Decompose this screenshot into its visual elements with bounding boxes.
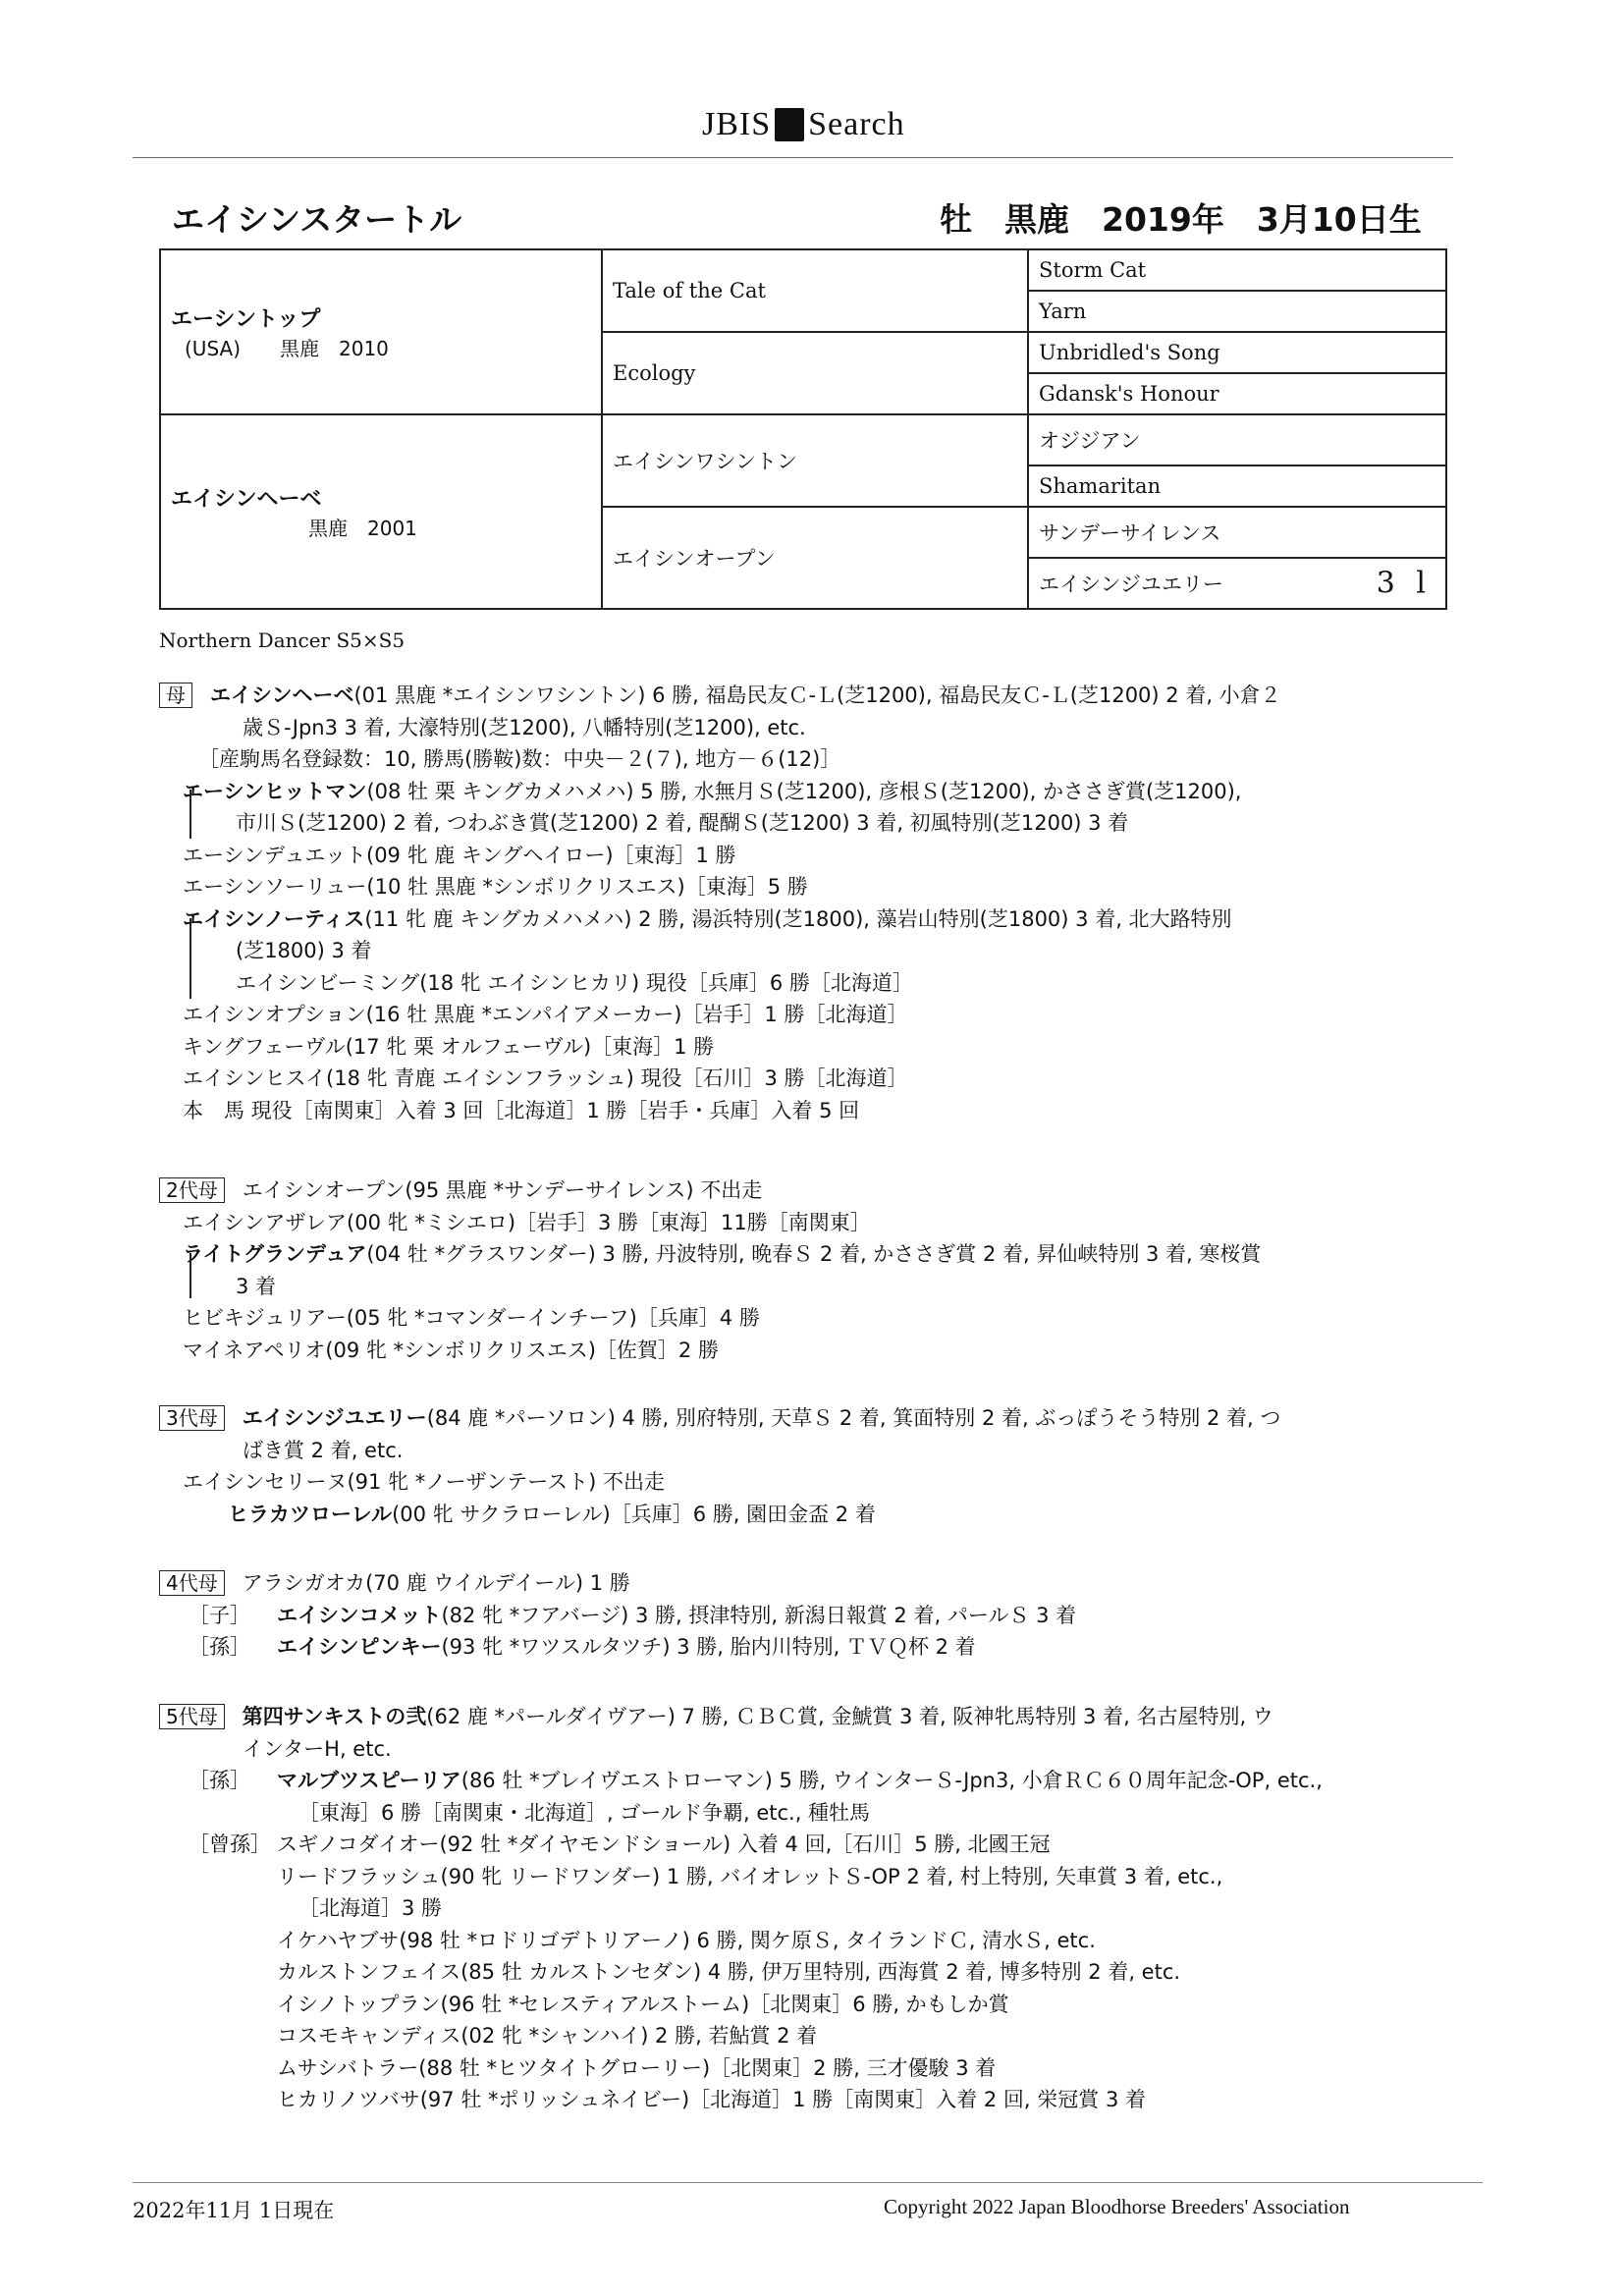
section-tag: 5代母 [159, 1704, 225, 1729]
list-item: キングフェーヴル(17 牝 栗 オルフェーヴル)［東海］1 勝 [183, 1034, 715, 1059]
horse-record: アラシガオカ(70 鹿 ウイルデイール) 1 勝 [242, 1571, 630, 1595]
section-dam [159, 680, 1455, 1126]
list-item: エイシンアザレア(00 牝 *ミシエロ)［岩手］3 勝［東海］11勝［南関東］ [183, 1210, 871, 1234]
list-item: ［産駒馬名登録数：10, 勝馬(勝鞍)数：中央－２(７), 地方－６(12)］ [198, 747, 841, 771]
horse-record: (93 牝 *ワツスルタツチ) 3 勝, 胎内川特別, ＴＶＱ杯 2 着 [441, 1635, 976, 1659]
list-item: マイネアペリオ(09 牝 *シンボリクリスエス)［佐賀］2 勝 [183, 1338, 719, 1362]
pedigree-g3-2: Yarn [1028, 291, 1446, 332]
list-item: カルストンフェイス(85 牡 カルストンセダン) 4 勝, 伊万里特別, 西海賞 2 着, 博多特別 2 着, etc. [277, 1960, 1181, 1984]
list-item [159, 1631, 1455, 1664]
list-item [159, 680, 1455, 712]
pedigree-g3-5: オジジアン [1028, 414, 1446, 465]
list-item: インターH, etc. [243, 1736, 392, 1761]
pedigree-g3-1: Storm Cat [1028, 249, 1446, 291]
logo-text-right: Search [808, 106, 905, 142]
section-fifth-dam [159, 1701, 1455, 2116]
horse-link: エーシンヒットマン [183, 779, 367, 803]
horse-logo-icon [775, 108, 804, 141]
horse-link: エイシンピンキー [277, 1635, 442, 1659]
horse-link: ライトグランデュア [183, 1242, 367, 1266]
pedigree-dam [160, 414, 602, 609]
section-second-dam [159, 1175, 1455, 1366]
list-item: エイシンビーミング(18 牝 エイシンヒカリ) 現役［兵庫］6 勝［北海道］ [236, 970, 913, 995]
list-item [159, 1238, 1455, 1271]
list-item: エイシンオプション(16 牡 黒鹿 *エンパイアメーカー)［岩手］1 勝［北海道］ [183, 1003, 908, 1026]
list-item: (芝1800) 3 着 [236, 939, 372, 962]
horse-name: エイシンスタートル [172, 200, 462, 239]
list-item [159, 1829, 1455, 1861]
list-item [159, 1701, 1455, 1733]
horse-info: 牡 黒鹿 2019年 3月10日生 [940, 200, 1422, 239]
list-item: コスモキャンディス(02 牝 *シャンハイ) 2 勝, 若鮎賞 2 着 [277, 2024, 818, 2048]
list-item: エーシンソーリュー(10 牡 黒鹿 *シンボリクリスエス)［東海］5 勝 [183, 875, 808, 899]
list-item: エーシンデュエット(09 牝 鹿 キングヘイロー)［東海］1 勝 [183, 843, 736, 867]
pedigree-g3-7: サンデーサイレンス [1028, 507, 1446, 558]
section-fourth-dam [159, 1567, 1455, 1664]
horse-link: エイシンノーティス [183, 906, 365, 931]
pedigree-g3-8-name: エイシンジユエリー [1039, 573, 1223, 597]
footer-rule [133, 2182, 1483, 2183]
horse-link: マルブツスピーリア [277, 1769, 461, 1792]
list-item [159, 903, 1455, 936]
list-item: イシノトップラン(96 牡 *セレスティアルストーム)［北関東］6 勝, かもしか賞 [277, 1992, 1009, 2016]
relation-label: ［孫］ [189, 1769, 250, 1792]
list-item: 本 馬 現役［南関東］入着 3 回［北海道］1 勝［岩手・兵庫］入着 5 回 [183, 1098, 860, 1122]
list-item: ヒビキジュリアー(05 牝 *コマンダーインチーフ)［兵庫］4 勝 [183, 1306, 760, 1330]
list-item: ムサシバトラー(88 牡 *ヒツタイトグローリー)［北関東］2 勝, 三才優駿 3 着 [277, 2055, 997, 2080]
logo-text-left: JBIS [702, 106, 772, 142]
section-tag: 2代母 [159, 1177, 225, 1203]
section-tag: 母 [159, 683, 192, 708]
list-item: エイシンヒスイ(18 牝 青鹿 エイシンフラッシュ) 現役［石川］3 勝［北海道］ [183, 1066, 908, 1090]
horse-link: 第四サンキストの弐 [242, 1705, 427, 1728]
sire-info: (USA) 黒鹿 2010 [185, 337, 389, 361]
section-third-dam [159, 1402, 1455, 1530]
horse-record: (04 牡 *グラスワンダー) 3 勝, 丹波特別, 晩春Ｓ 2 着, かささぎ賞 2 着, 昇仙峡特別 3 着, 寒桜賞 [366, 1242, 1262, 1266]
list-item [159, 1499, 1455, 1531]
relation-label: ［子］ [189, 1603, 250, 1627]
list-item: ［東海］6 勝［南関東・北海道］, ゴールド争覇, etc., 種牡馬 [298, 1800, 871, 1825]
relation-label: ［曾孫］ [189, 1832, 271, 1856]
relation-label: ［孫］ [189, 1635, 250, 1659]
pedigree-g3-4: Gdansk's Honour [1028, 373, 1446, 414]
pedigree-g3-6: Shamaritan [1028, 465, 1446, 507]
list-item [159, 776, 1455, 808]
list-item [159, 1765, 1455, 1797]
horse-link: エイシンジユエリー [242, 1406, 427, 1430]
as-of-date: 2022年11月 1日現在 [133, 2199, 335, 2222]
horse-link: エイシンコメット [277, 1603, 442, 1627]
list-item: 3 着 [236, 1274, 277, 1298]
dam-info: 黒鹿 2001 [308, 517, 417, 541]
inbreeding-note: Northern Dancer S5×S5 [159, 629, 406, 652]
horse-record: (82 牝 *フアバージ) 3 勝, 摂津特別, 新潟日報賞 2 着, パールＳ 3 着 [441, 1603, 1077, 1627]
list-item: エイシンセリーヌ(91 牝 *ノーザンテースト) 不出走 [183, 1470, 666, 1494]
pedigree-g2-4: エイシンオープン [602, 507, 1028, 609]
list-item: リードフラッシュ(90 牝 リードワンダー) 1 勝, バイオレットＳ-OP 2 着, 村上特別, 矢車賞 3 着, etc., [277, 1864, 1223, 1888]
descent-bar [189, 790, 191, 839]
dam-name: エイシンヘーベ [171, 487, 322, 513]
horse-record: (08 牡 栗 キングカメハメハ) 5 勝, 水無月Ｓ(芝1200), 彦根Ｓ(芝1200), かささぎ賞(芝1200), [366, 779, 1242, 803]
sire-name: エーシントップ [171, 307, 321, 333]
jbis-search-logo [702, 106, 905, 143]
list-item: ヒカリノツバサ(97 牡 *ポリッシュネイビー)［北海道］1 勝［南関東］入着 2 回, 栄冠賞 3 着 [277, 2088, 1146, 2111]
horse-link: ヒラカツローレル [228, 1502, 393, 1526]
pedigree-sire [160, 249, 602, 414]
list-item: 市川Ｓ(芝1200) 2 着, つわぶき賞(芝1200) 2 着, 醍醐Ｓ(芝1200) 3 着, 初風特別(芝1200) 3 着 [236, 811, 1129, 835]
pedigree-g3-8 [1028, 558, 1446, 609]
horse-record: スギノコダイオー(92 牡 *ダイヤモンドショール) 入着 4 回,［石川］5 勝, 北國王冠 [277, 1832, 1051, 1856]
list-item: ［北海道］3 勝 [298, 1896, 443, 1920]
section-tag: 4代母 [159, 1570, 225, 1596]
list-item [159, 1402, 1455, 1435]
horse-record: (86 牡 *ブレイヴエストローマン) 5 勝, ウインターＳ-Jpn3, 小倉ＲＣ６０周年記念-OP, etc., [460, 1769, 1323, 1792]
pedigree-g3-3: Unbridled's Song [1028, 332, 1446, 373]
list-item [159, 1175, 1455, 1207]
list-item: イケハヤブサ(98 牡 *ロドリゴデトリアーノ) 6 勝, 関ケ原Ｓ, タイランドＣ, 清水Ｓ, etc. [277, 1928, 1096, 1952]
header-rule [133, 157, 1453, 158]
list-item [159, 1600, 1455, 1632]
horse-record: (01 黒鹿 *エイシンワシントン) 6 勝, 福島民友Ｃ-Ｌ(芝1200), 福島民友Ｃ-Ｌ(芝1200) 2 着, 小倉２ [353, 683, 1281, 707]
descent-bar [189, 1253, 191, 1298]
family-number: 3 l [1376, 566, 1432, 601]
pedigree-g2-2: Ecology [602, 332, 1028, 414]
horse-record: (62 鹿 *パールダイヴアー) 7 勝, ＣＢＣ賞, 金鯱賞 3 着, 阪神牝馬特別 3 着, 名古屋特別, ウ [426, 1705, 1273, 1728]
section-tag: 3代母 [159, 1405, 225, 1431]
list-item: 歳Ｓ-Jpn3 3 着, 大濠特別(芝1200), 八幡特別(芝1200), etc. [243, 715, 806, 739]
horse-link: エイシンヘーベ [210, 683, 354, 707]
pedigree-table [159, 248, 1447, 610]
list-item [159, 1567, 1455, 1600]
pedigree-g2-1: Tale of the Cat [602, 249, 1028, 332]
horse-record: (11 牝 鹿 キングカメハメハ) 2 勝, 湯浜特別(芝1800), 藻岩山特別(芝1800) 3 着, 北大路特別 [364, 906, 1232, 931]
copyright: Copyright 2022 Japan Bloodhorse Breeders' Association [884, 2195, 1350, 2218]
descent-bar [189, 918, 191, 999]
horse-record: (00 牝 サクラローレル)［兵庫］6 勝, 園田金盃 2 着 [392, 1502, 876, 1526]
horse-record: エイシンオープン(95 黒鹿 *サンデーサイレンス) 不出走 [242, 1178, 763, 1202]
pedigree-g2-3: エイシンワシントン [602, 414, 1028, 507]
list-item: ばき賞 2 着, etc. [243, 1438, 404, 1462]
horse-record: (84 鹿 *パーソロン) 4 勝, 別府特別, 天草Ｓ 2 着, 箕面特別 2 着, ぶっぽうそう特別 2 着, つ [426, 1406, 1281, 1430]
